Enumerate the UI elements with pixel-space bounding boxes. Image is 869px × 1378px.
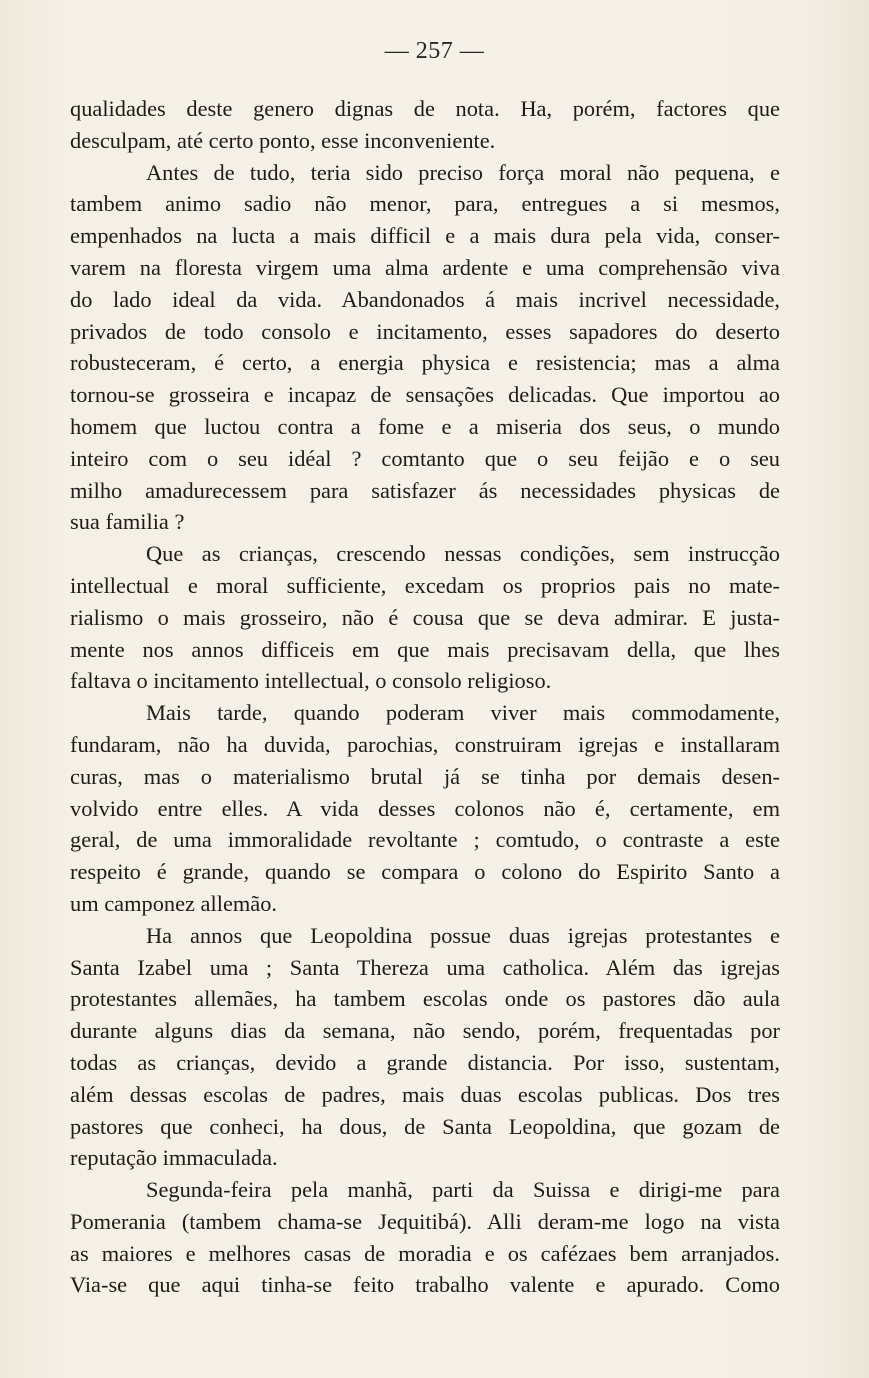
text-line: as maiores e melhores casas de moradia e os cafézaes bem arranjados.	[70, 1240, 780, 1266]
text-line: Ha annos que Leopoldina possue duas igrejas protestantes e	[146, 922, 780, 948]
text-line: homem que luctou contra a fome e a miseria dos seus, o mundo	[70, 413, 780, 439]
text-line: fundaram, não ha duvida, parochias, construiram igrejas e installaram	[70, 731, 780, 757]
text-line: Segunda-feira pela manhã, parti da Suissa e dirigi-me para	[146, 1177, 780, 1203]
text-line: além dessas escolas de padres, mais duas escolas publicas. Dos tres	[70, 1081, 780, 1107]
text-line: milho amadurecessem para satisfazer ás necessidades physicas de	[70, 477, 780, 503]
text-line: Mais tarde, quando poderam viver mais commodamente,	[146, 700, 780, 726]
paragraph	[70, 920, 780, 1174]
text-line: Pomerania (tambem chama-se Jequitibá). Alli deram-me logo na vista	[70, 1208, 780, 1234]
text-line: um camponez allemão.	[70, 890, 278, 916]
paragraph	[70, 538, 780, 697]
text-line: qualidades deste genero dignas de nota. Ha, porém, factores que	[70, 96, 780, 121]
paragraph	[70, 157, 780, 539]
text-line: tornou-se grosseira e incapaz de sensações delicadas. Que importou ao	[70, 382, 780, 408]
text-line: geral, de uma immoralidade revoltante ; comtudo, o contraste a este	[70, 827, 780, 853]
text-line: empenhados na lucta a mais difficil e a mais dura pela vida, conser-	[70, 223, 780, 249]
body-text	[70, 93, 780, 1301]
text-line: desculpam, até certo ponto, esse inconveniente.	[70, 127, 496, 153]
text-line: Santa Izabel uma ; Santa Thereza uma catholica. Além das igrejas	[70, 954, 780, 980]
text-line: privados de todo consolo e incitamento, esses sapadores do deserto	[70, 318, 780, 344]
text-line: rialismo o mais grosseiro, não é cousa que se deva admirar. E justa-	[70, 604, 780, 630]
page-number: — 257 —	[384, 38, 485, 64]
text-line: volvido entre elles. A vida desses colonos não é, certamente, em	[70, 795, 780, 821]
paragraph	[70, 697, 780, 920]
text-line: robusteceram, é certo, a energia physica e resistencia; mas a alma	[70, 350, 780, 376]
text-line: protestantes allemães, ha tambem escolas onde os pastores dão aula	[70, 986, 780, 1012]
text-line: intellectual e moral sufficiente, excedam os proprios pais no mate-	[70, 572, 780, 598]
text-line: durante alguns dias da semana, não sendo, porém, frequentadas por	[70, 1018, 780, 1044]
text-line: sua familia ?	[70, 509, 185, 535]
text-line: inteiro com o seu idéal ? comtanto que o seu feijão e o seu	[70, 445, 780, 471]
text-line: tambem animo sadio não menor, para, entregues a si mesmos,	[70, 191, 780, 217]
paragraph	[70, 1174, 780, 1301]
paragraph	[70, 93, 780, 157]
text-line: Antes de tudo, teria sido preciso força moral não pequena, e	[146, 159, 780, 185]
text-line: Via-se que aqui tinha-se feito trabalho valente e apurado. Como	[70, 1272, 780, 1298]
text-line: reputação immaculada.	[70, 1145, 278, 1171]
text-line: faltava o incitamento intellectual, o consolo religioso.	[70, 668, 552, 694]
text-line: do lado ideal da vida. Abandonados á mais incrivel necessidade,	[70, 286, 780, 312]
text-line: mente nos annos difficeis em que mais precisavam della, que lhes	[70, 636, 780, 662]
text-line: varem na floresta virgem uma alma ardente e uma comprehensão viva	[70, 254, 780, 280]
text-line: respeito é grande, quando se compara o colono do Espirito Santo a	[70, 859, 780, 885]
text-line: todas as crianças, devido a grande distancia. Por isso, sustentam,	[70, 1049, 780, 1075]
text-line: pastores que conheci, ha dous, de Santa Leopoldina, que gozam de	[70, 1113, 780, 1139]
text-line: curas, mas o materialismo brutal já se tinha por demais desen-	[70, 763, 780, 789]
text-line: Que as crianças, crescendo nessas condições, sem instrucção	[146, 541, 780, 567]
